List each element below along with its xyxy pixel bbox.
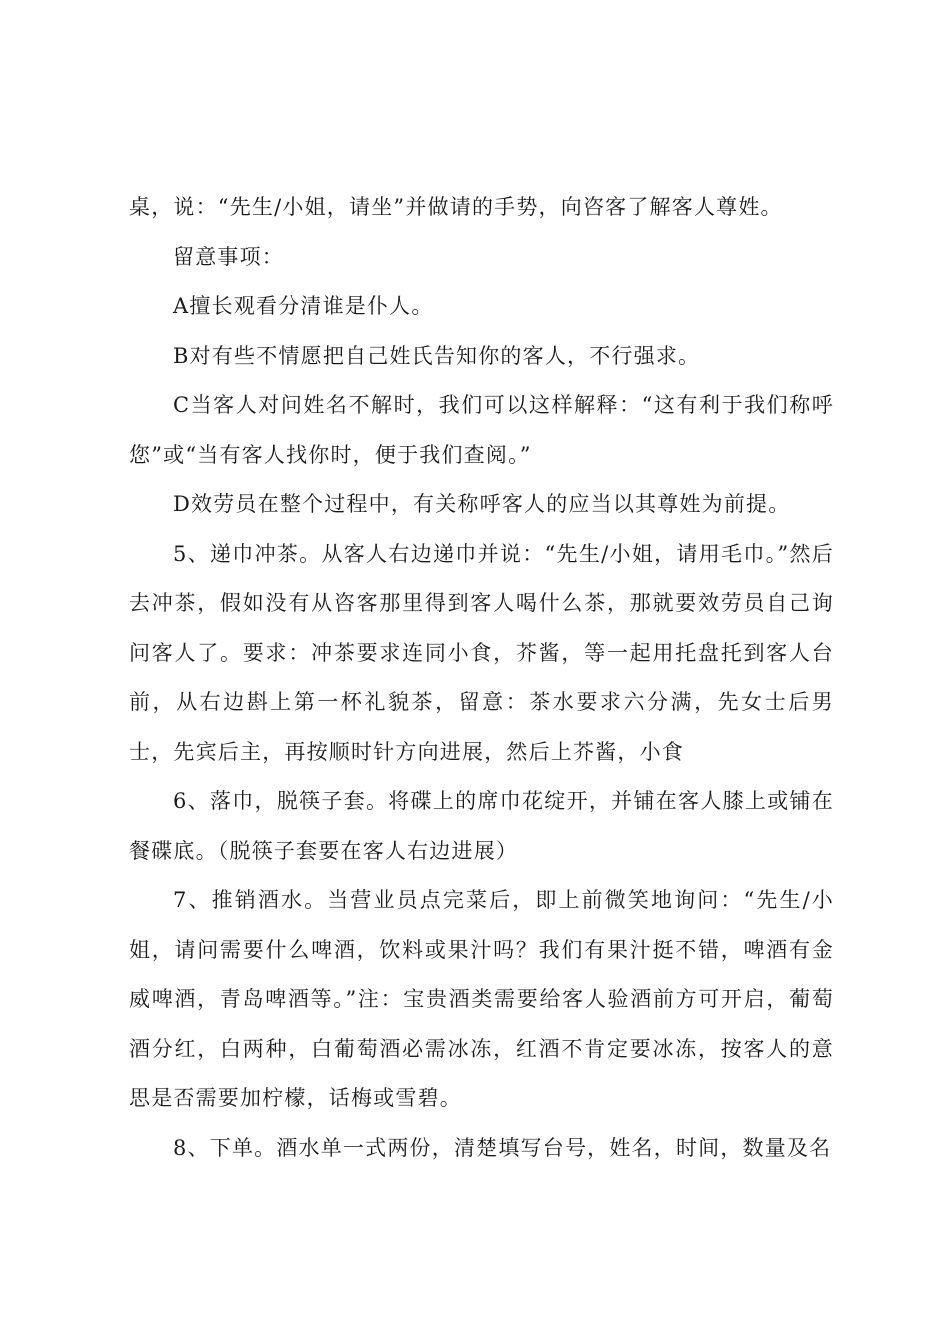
paragraph-step-8: 8、下单。酒水单一式两份，清楚填写台号，姓名，时间，数量及名 <box>173 1135 832 1160</box>
paragraph-note-b: B对有些不情愿把自己姓氏告知你的客人，不行强求。 <box>173 343 701 368</box>
paragraph-continuation: 桌，说：“先生/小姐，请坐”并做请的手势，向咨客了解客人尊姓。 <box>129 195 783 219</box>
paragraph-step-5: 5、递巾冲茶。从客人右边递巾并说：“先生/小姐，请用毛巾。”然后去冲茶，假如没有从咨客那里得到客人喝什么茶，那就要效劳员自己询问客人了。要求：冲茶要求连同小食，芥酱，等一起用托盘托到客人台前，从右边斟上第一杯礼貌茶，留意：茶水要求六分满，先女士后男士，先宾后主，再按顺时针方向进展，然后上芥酱，小食 <box>129 541 834 764</box>
paragraph-note-c: C当客人对问姓名不解时，我们可以这样解释：“这有利于我们称呼您”或“当有客人找你时，便于我们查阅。” <box>129 393 834 467</box>
paragraph-note-a: A擅长观看分清谁是仆人。 <box>173 294 434 318</box>
paragraph-step-7: 7、推销酒水。当营业员点完菜后，即上前微笑地询问：“先生/小姐，请问需要什么啤酒，饮料或果汁吗？我们有果汁挺不错，啤酒有金威啤酒，青岛啤酒等。”注：宝贵酒类需要给客人验酒前方可开启，葡萄酒分红，白两种，白葡萄酒必需冰冻，红酒不肯定要冰冻，按客人的意思是否需要加柠檬，话梅或雪碧。 <box>129 888 834 1110</box>
paragraph-step-6: 6、落巾，脱筷子套。将碟上的席巾花绽开，并铺在客人膝上或铺在餐碟底。（脱筷子套要在客人右边进展） <box>129 789 834 863</box>
paragraph-note-d: D效劳员在整个过程中，有关称呼客人的应当以其尊姓为前提。 <box>173 492 791 516</box>
paragraph-notes-heading: 留意事项： <box>173 244 284 269</box>
document-body <box>129 183 834 1173</box>
